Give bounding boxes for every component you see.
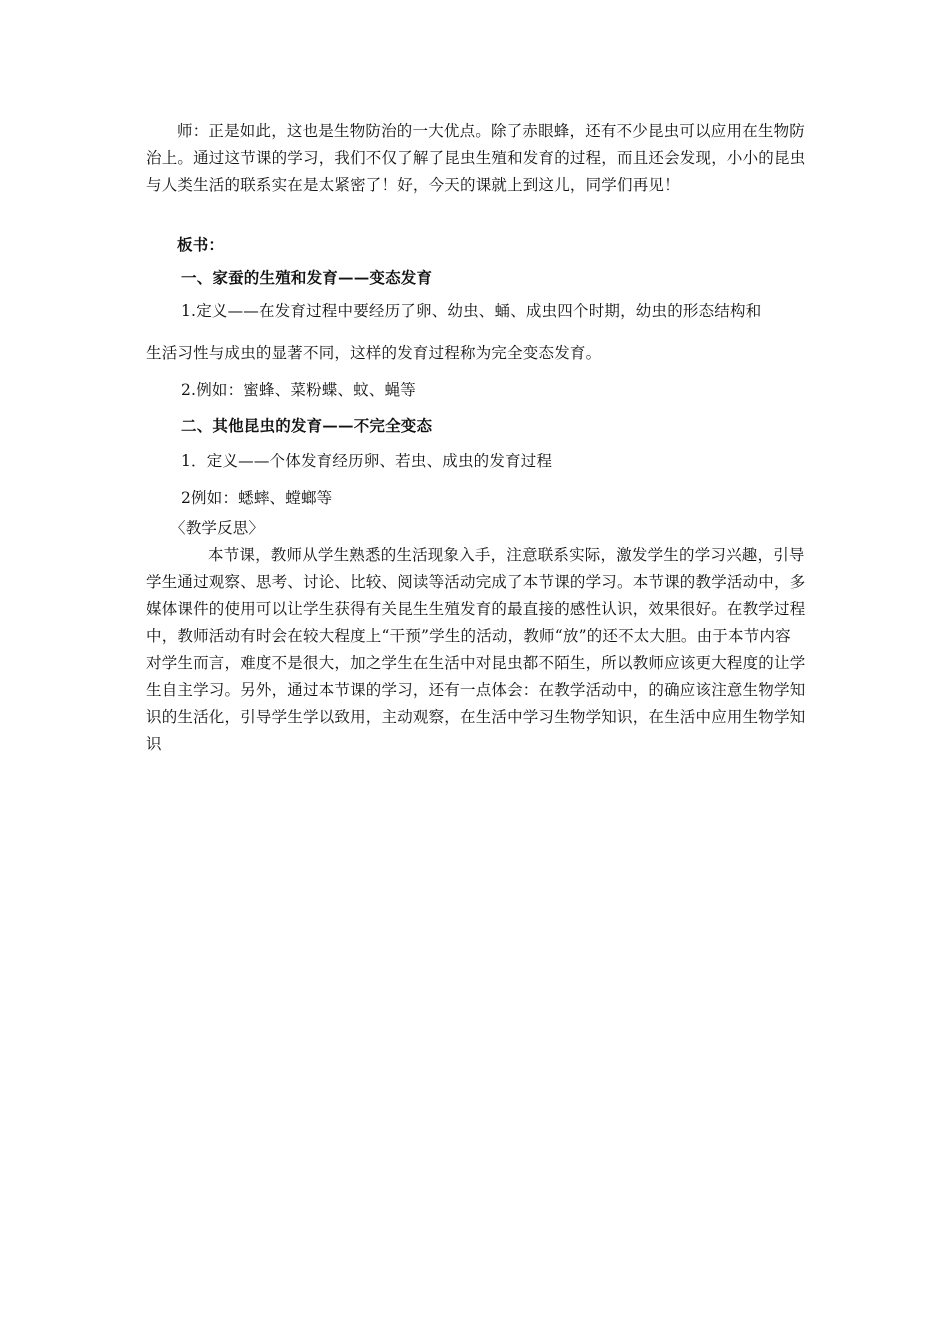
reflection-label: 〈教学反思〉: [170, 519, 265, 537]
section1-item1-line2: 生活习性与成虫的显著不同，这样的发育过程称为完全变态发育。: [146, 344, 602, 362]
section1-item2: 2.例如：蜜蜂、菜粉蝶、蚊、蝇等: [181, 381, 416, 399]
section1-title: 一、家蚕的生殖和发育——变态发育: [181, 268, 433, 287]
section2-item1: 1．定义——个体发育经历卵、若虫、成虫的发育过程: [181, 452, 553, 470]
board-label: 板书：: [177, 235, 225, 254]
reflection-paragraph: 本节课，教师从学生熟悉的生活现象入手，注意联系实际，激发学生的学习兴趣，引导学生通过观察、思考、讨论、比较、阅读等活动完成了本节课的学习。本节课的教学活动中，多媒体课件的使用可以让学生获得有关昆生生殖发育的最直接的感性认识，效果很好。在教学过程中，教师活动有时会在较大程度上“干预”学生的活动，教师“放”的还不太大胆。由于本节内容对学生而言，难度不是很大，加之学生在生活中对昆虫都不陌生，所以教师应该更大程度的让学生自主学习。另外，通过本节课的学习，还有一点体会：在教学活动中，的确应该注意生物学知识的生活化，引导学生学以致用，主动观察，在生活中学习生物学知识，在生活中应用生物学知识: [146, 546, 806, 753]
section2-title: 二、其他昆虫的发育——不完全变态: [181, 416, 433, 435]
section1-item1-line1: 1.定义——在发育过程中要经历了卵、幼虫、蛹、成虫四个时期，幼虫的形态结构和: [181, 302, 762, 320]
teacher-paragraph: 师：正是如此，这也是生物防治的一大优点。除了赤眼蜂，还有不少昆虫可以应用在生物防治上。通过这节课的学习，我们不仅了解了昆虫生殖和发育的过程，而且还会发现，小小的昆虫与人类生活的联系实在是太紧密了！好，今天的课就上到这儿，同学们再见！: [146, 122, 806, 194]
section2-item2: 2例如：蟋蟀、螳螂等: [181, 489, 333, 507]
